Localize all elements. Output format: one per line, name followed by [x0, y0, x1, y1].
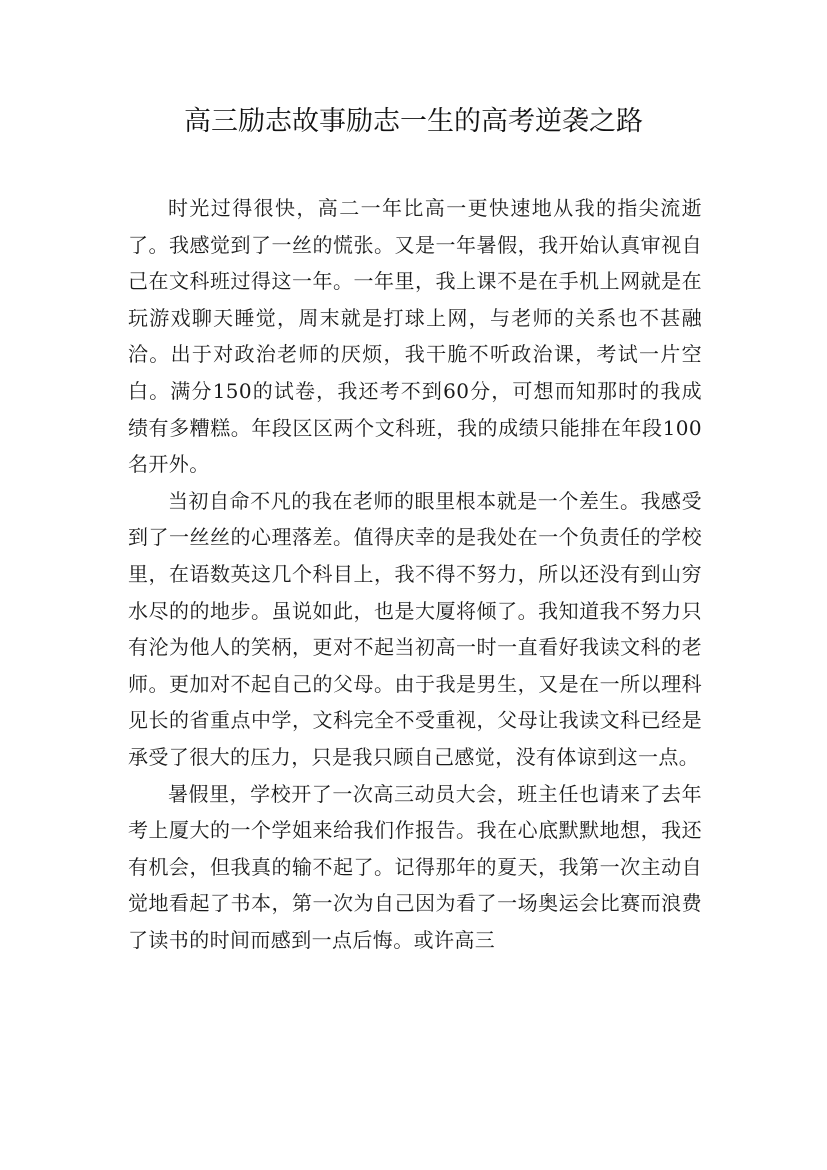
document-body: [128, 190, 702, 958]
paragraph-2: 当初自命不凡的我在老师的眼里根本就是一个差生。我感受到了一丝丝的心理落差。值得庆幸的是我处在一个负责任的学校里，在语数英这几个科目上，我不得不努力，所以还没有到山穷水尽的的地步。虽说如此，也是大厦将倾了。我知道我不努力只有沦为他人的笑柄，更对不起当初高一时一直看好我读文科的老师。更加对不起自己的父母。由于我是男生，又是在一所以理科见长的省重点中学，文科完全不受重视，父母让我读文科已经是承受了很大的压力，只是我只顾自己感觉，没有体谅到这一点。: [128, 488, 702, 769]
document-title: 高三励志故事励志一生的高考逆袭之路: [184, 106, 643, 137]
paragraph-3: 暑假里，学校开了一次高三动员大会，班主任也请来了去年考上厦大的一个学姐来给我们作报告。我在心底默默地想，我还有机会，但我真的输不起了。记得那年的夏天，我第一次主动自觉地看起了书本，第一次为自己因为看了一场奥运会比赛而浪费了读书的时间而感到一点后悔。或许高三: [128, 781, 702, 952]
paragraph-1: 时光过得很快，高二一年比高一更快速地从我的指尖流逝了。我感觉到了一丝的慌张。又是一年暑假，我开始认真审视自己在文科班过得这一年。一年里，我上课不是在手机上网就是在玩游戏聊天睡觉，周末就是打球上网，与老师的关系也不甚融洽。出于对政治老师的厌烦，我干脆不听政治课，考试一片空白。满分150的试卷，我还考不到60分，可想而知那时的我成绩有多糟糕。年段区区两个文科班，我的成绩只能排在年段100名开外。: [128, 196, 702, 477]
